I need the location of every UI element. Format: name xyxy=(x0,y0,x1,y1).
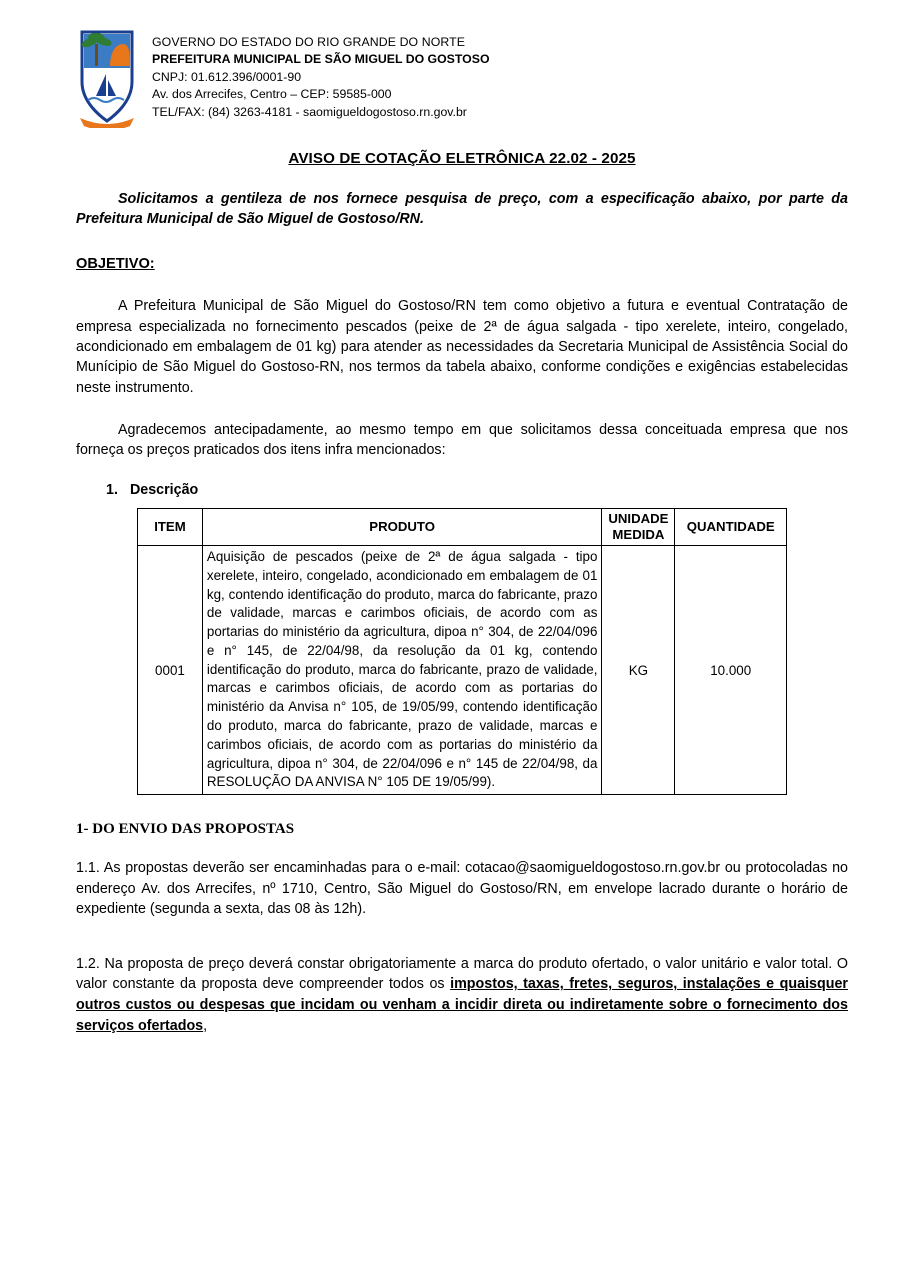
section-heading-objetivo xyxy=(76,254,848,275)
table-row xyxy=(138,546,787,795)
header-line-government: GOVERNO DO ESTADO DO RIO GRANDE DO NORTE xyxy=(152,35,466,49)
cell-item: 0001 xyxy=(138,546,203,795)
cell-quantidade: 10.000 xyxy=(675,546,787,795)
paragraph-1-2-tail: , xyxy=(203,1017,208,1034)
header-text-block xyxy=(152,22,490,121)
header-line-contact: TEL/FAX: (84) 3263-4181 - saomigueldogostoso.rn.gov.br xyxy=(152,104,467,119)
column-header-produto: PRODUTO xyxy=(202,509,602,546)
coat-of-arms-icon xyxy=(76,22,138,128)
list-number: 1. xyxy=(106,482,118,499)
items-table xyxy=(137,508,787,795)
header-line-address: Av. dos Arrecifes, Centro – CEP: 59585-000 xyxy=(152,87,392,102)
section-heading-envio: 1- DO ENVIO DAS PROPOSTAS xyxy=(76,821,295,838)
paragraph-1-2-emphasis: impostos, taxas, fretes, seguros, instalações e quaisquer outros custos ou despesas que incidam ou venham a incidir direta ou indiretamente sobre o fornecimento dos serviços ofertados xyxy=(76,976,848,1034)
list-item-descricao xyxy=(106,482,848,498)
cell-unidade: KG xyxy=(602,546,675,795)
header-line-prefecture: PREFEITURA MUNICIPAL DE SÃO MIGUEL DO GOSTOSO xyxy=(152,52,490,67)
objetivo-colon: : xyxy=(149,255,155,272)
objetivo-label: OBJETIVO xyxy=(76,255,150,272)
page-title: AVISO DE COTAÇÃO ELETRÔNICA 22.02 - 2025 xyxy=(288,150,636,167)
paragraph-1-2 xyxy=(76,954,848,1036)
paragraph-1-2-text: 1.2. Na proposta de preço deverá constar obrigatoriamente a marca do produto ofertado, o valor unitário e valor total. O valor constante da proposta deve compreender todos os xyxy=(76,955,848,993)
paragraph-1-1: 1.1. As propostas deverão ser encaminhadas para o e-mail: cotacao@saomigueldogostoso.rn.gov.br ou protocoladas no endereço Av. dos Arrecifes, nº 1710, Centro, São Miguel do Gostoso/RN, em envelope lacrado durante o horário de expediente (segunda a sexta, das 08 às 12h). xyxy=(76,860,848,918)
table-header-row xyxy=(138,509,787,546)
intro-paragraph: Solicitamos a gentileza de nos fornece pesquisa de preço, com a especificação abaixo, por parte da Prefeitura Municipal de São Miguel de Gostoso/RN. xyxy=(76,191,848,228)
thanks-paragraph: Agradecemos antecipadamente, ao mesmo tempo em que solicitamos dessa conceituada empresa que nos forneça os preços praticados dos itens infra mencionados: xyxy=(76,421,848,459)
column-header-unidade-medida xyxy=(602,509,675,546)
document-header xyxy=(76,22,848,128)
column-header-medida: MEDIDA xyxy=(612,527,665,543)
column-header-item: ITEM xyxy=(138,509,203,546)
objetivo-paragraph: A Prefeitura Municipal de São Miguel do Gostoso/RN tem como objetivo a futura e eventual Contratação de empresa especializada no fornecimento pescados (peixe de 2ª de água salgada - tipo xerelete, inteiro, congelado, acondicionado em embalagem de 01 kg) para atender as necessidades da Secretaria Municipal de Assistência Social do Munícipio de São Miguel do Gostoso-RN, nos termos da tabela abaixo, conforme condições e exigências estabelecidas neste instrumento. xyxy=(76,298,848,396)
list-label: Descrição xyxy=(129,482,199,499)
cell-produto: Aquisição de pescados (peixe de 2ª de água salgada - tipo xerelete, inteiro, congelado, acondicionado em embalagem de 01 kg, contendo identificação do produto, marca do fabricante, prazo de validade, marcas e carimbos oficiais, de acordo com as portarias do ministério da agricultura, dipoa n° 304, de 22/04/096 e n° 145, de 22/04/98, da resolução da 01 kg, contendo identificação do produto, marca do fabricante, prazo de validade, marcas e carimbos oficiais, de acordo com as portarias do ministério da Anvisa n° 105, de 19/05/99, contendo identificação do produto, marca do fabricante, prazo de validade, marcas e carimbos oficiais, de acordo com as portarias do ministério da agricultura, dipoa n° 304, de 22/04/096 e n° 145 de 22/04/98, da RESOLUÇÃO DA ANVISA N° 105 DE 19/05/99). xyxy=(202,546,602,795)
column-header-unidade: UNIDADE xyxy=(608,511,669,527)
column-header-quantidade: QUANTIDADE xyxy=(675,509,787,546)
header-line-cnpj: CNPJ: 01.612.396/0001-90 xyxy=(152,69,302,84)
